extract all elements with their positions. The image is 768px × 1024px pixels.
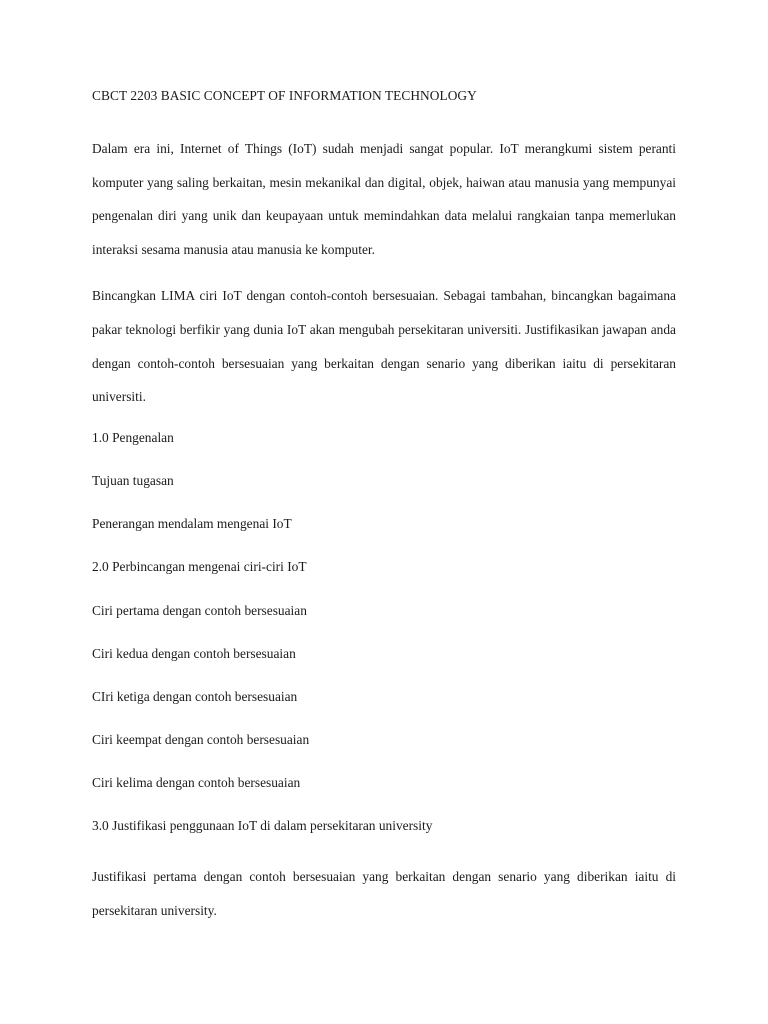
justification-paragraph: Justifikasi pertama dengan contoh bersesuaian yang berkaitan dengan senario yang diberikan iaitu di persekitaran university. <box>92 868 676 918</box>
outline-section-heading: 1.0 Pengenalan <box>92 429 174 445</box>
outline-item: Ciri kelima dengan contoh bersesuaian <box>92 775 301 791</box>
outline-section-heading: 2.0 Perbincangan mengenai ciri-ciri IoT <box>92 559 307 575</box>
task-paragraph: Bincangkan LIMA ciri IoT dengan contoh-contoh bersesuaian. Sebagai tambahan, bincangkan bagaimana pakar teknologi berfikir yang dunia IoT akan mengubah persekitaran universiti. Justifikasikan jawapan anda dengan contoh-contoh bersesuaian yang berkaitan dengan senario yang diberikan iaitu di persekitaran universiti. <box>92 288 676 405</box>
document-title: CBCT 2203 BASIC CONCEPT OF INFORMATION TECHNOLOGY <box>92 88 477 103</box>
outline-item: Penerangan mendalam mengenai IoT <box>92 516 292 532</box>
document-body <box>92 86 676 928</box>
outline-item: Tujuan tugasan <box>92 472 174 488</box>
outline-item: Ciri keempat dengan contoh bersesuaian <box>92 732 310 748</box>
outline-list <box>92 428 676 860</box>
outline-item: Ciri kedua dengan contoh bersesuaian <box>92 645 296 661</box>
intro-paragraph: Dalam era ini, Internet of Things (IoT) sudah menjadi sangat popular. IoT merangkumi sistem peranti komputer yang saling berkaitan, mesin mekanikal dan digital, objek, haiwan atau manusia yang mempunyai pengenalan diri yang unik dan keupayaan untuk memindahkan data melalui rangkaian tanpa memerlukan interaksi sesama manusia atau manusia ke komputer. <box>92 141 676 257</box>
outline-item: CIri ketiga dengan contoh bersesuaian <box>92 688 298 704</box>
outline-section-heading: 3.0 Justifikasi penggunaan IoT di dalam persekitaran university <box>92 818 433 834</box>
outline-item: Ciri pertama dengan contoh bersesuaian <box>92 602 307 618</box>
